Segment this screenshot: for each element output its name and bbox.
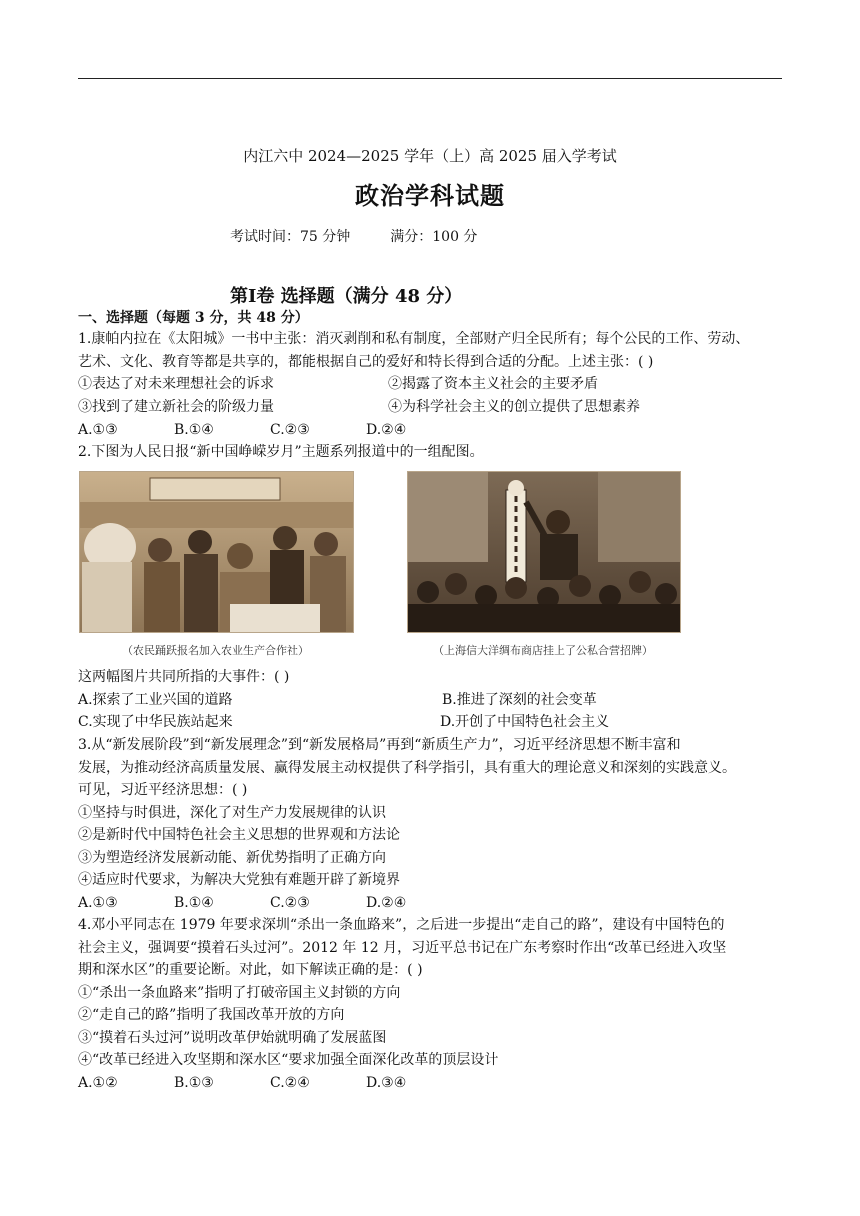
q1-statement-2: ②揭露了资本主义社会的主要矛盾 <box>388 376 598 392</box>
q4-stem-line-2: 社会主义，强调要“摸着石头过河”。2012 年 12 月，习近平总书记在广东考察时作出“改革已经进入攻坚 <box>78 940 727 956</box>
q4-stem-line-3: 期和深水区”的重要论断。对此，如下解读正确的是：( ) <box>78 962 423 978</box>
q2-option-c: C.实现了中华民族站起来 <box>78 714 233 730</box>
q3-options <box>78 893 462 913</box>
q1-option-c: C.②③ <box>270 422 310 438</box>
exam-info <box>230 226 477 246</box>
photo-1-caption: （农民踊跃报名加入农业生产合作社） <box>122 644 309 657</box>
exam-score: 满分：100 分 <box>390 229 478 245</box>
section-title: 第Ⅰ卷 选择题（满分 48 分） <box>230 286 463 307</box>
q3-option-c: C.②③ <box>270 895 310 911</box>
q1-option-a: A.①③ <box>78 422 118 438</box>
q3-statement-4: ④适应时代要求，为解决大党独有难题开辟了新境界 <box>78 872 400 888</box>
q4-option-a: A.①② <box>78 1075 118 1091</box>
q1-statement-4: ④为科学社会主义的创立提供了思想素养 <box>388 399 640 415</box>
q3-stem-line-2: 发展，为推动经济高质量发展、赢得发展主动权提供了科学指引，具有重大的理论意义和深刻的实践意义。 <box>78 760 736 776</box>
q3-option-b: B.①④ <box>174 895 214 911</box>
q1-statement-1: ①表达了对未来理想社会的诉求 <box>78 376 274 392</box>
photo-2-caption: （上海信大洋绸布商店挂上了公私合营招牌） <box>433 644 653 657</box>
q1-stem-line-1: 1.康帕内拉在《太阳城》一书中主张：消灭剥削和私有制度，全部财产归全民所有；每个公民的工作、劳动、 <box>78 331 750 347</box>
exam-time: 考试时间：75 分钟 <box>230 229 351 245</box>
q2-option-a: A.探索了工业兴国的道路 <box>78 692 233 708</box>
q3-statement-2: ②是新时代中国特色社会主义思想的世界观和方法论 <box>78 827 400 843</box>
q2-option-d: D.开创了中国特色社会主义 <box>440 714 610 730</box>
q3-option-a: A.①③ <box>78 895 118 911</box>
q1-option-d: D.②④ <box>366 422 407 438</box>
q4-option-d: D.③④ <box>366 1075 407 1091</box>
photo-joint-venture-sign <box>407 471 681 633</box>
photo-cooperative-signup <box>79 471 354 633</box>
q4-statement-1: ①“杀出一条血路来”指明了打破帝国主义封锁的方向 <box>78 985 401 1001</box>
q1-option-b: B.①④ <box>174 422 214 438</box>
q3-statement-3: ③为塑造经济发展新动能、新优势指明了正确方向 <box>78 850 386 866</box>
q1-statement-3: ③找到了建立新社会的阶级力量 <box>78 399 274 415</box>
q3-statement-1: ①坚持与时俱进，深化了对生产力发展规律的认识 <box>78 805 386 821</box>
q4-statement-4: ④“改革已经进入攻坚期和深水区“要求加强全面深化改革的顶层设计 <box>78 1052 499 1068</box>
q4-stem-line-1: 4.邓小平同志在 1979 年要求深圳“杀出一条血路来”，之后进一步提出“走自己的路”，建设有中国特色的 <box>78 917 725 933</box>
q4-statement-3: ③“摸着石头过河”说明改革伊始就明确了发展蓝图 <box>78 1030 387 1046</box>
q2-option-b: B.推进了深刻的社会变革 <box>442 692 597 708</box>
q1-stem-line-2: 艺术、文化、教育等都是共享的，都能根据自己的爱好和特长得到合适的分配。上述主张：( ) <box>78 354 654 370</box>
exam-header: 内江六中 2024—2025 学年（上）高 2025 届入学考试 <box>243 147 617 165</box>
q3-option-d: D.②④ <box>366 895 407 911</box>
part-title: 一、选择题（每题 3 分，共 48 分） <box>78 310 309 326</box>
q3-stem-line-3: 可见，习近平经济思想：( ) <box>78 782 248 798</box>
page-title: 政治学科试题 <box>355 181 505 210</box>
q3-stem-line-1: 3.从“新发展阶段”到“新发展理念”到“新发展格局”再到“新质生产力”，习近平经济思想不断丰富和 <box>78 737 681 753</box>
q2-question: 这两幅图片共同所指的大事件：( ) <box>78 669 290 685</box>
q4-option-b: B.①③ <box>174 1075 214 1091</box>
q1-options <box>78 420 462 440</box>
q4-statement-2: ②“走自己的路”指明了我国改革开放的方向 <box>78 1007 345 1023</box>
q4-option-c: C.②④ <box>270 1075 310 1091</box>
q2-stem: 2.下图为人民日报“新中国峥嵘岁月”主题系列报道中的一组配图。 <box>78 444 484 460</box>
header-rule <box>78 78 782 79</box>
q4-options <box>78 1073 462 1093</box>
